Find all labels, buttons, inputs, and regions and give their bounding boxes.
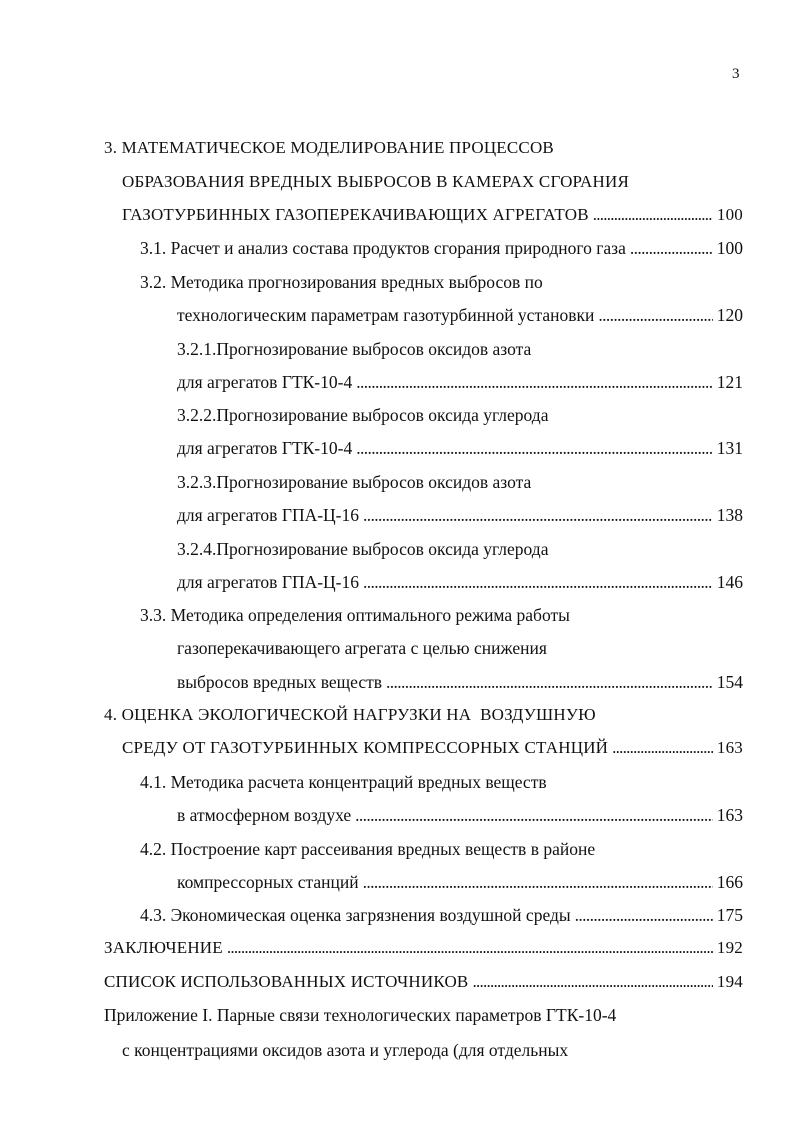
toc-entry-text: 3.2.3.Прогнозирование выбросов оксидов азота [177,472,532,492]
toc-entry [104,704,596,726]
dot-leader [356,437,713,459]
dot-leader [227,937,713,959]
toc-entry-text: 3.1. Расчет и анализ состава продуктов сгорания природного газа [140,238,626,258]
toc-entry [177,871,743,893]
toc-entry-text: ГАЗОТУРБИННЫХ ГАЗОПЕРЕКАЧИВАЮЩИХ АГРЕГАТОВ [122,205,589,224]
toc-entry [122,1039,568,1061]
dot-leader [363,571,713,593]
dot-leader [598,304,712,326]
toc-entry-text: с концентрациями оксидов азота и углерода (для отдельных [122,1040,569,1060]
toc-entry-text: СРЕДУ ОТ ГАЗОТУРБИННЫХ КОМПРЕССОРНЫХ СТАНЦИЙ [122,738,609,757]
toc-entry-text: 3.2.2.Прогнозирование выбросов оксида углерода [177,405,549,425]
toc-entry [140,237,743,259]
toc-entry [140,604,570,626]
toc-entry [177,538,548,560]
toc-entry-text: 4.1. Методика расчета концентраций вредных веществ [140,772,547,792]
toc-entry-text: для агрегатов ГПА-Ц-16 [177,505,360,525]
toc-entry [122,737,743,759]
toc-entry-text: газоперекачивающего агрегата с целью снижения [177,638,547,658]
toc-entry-text: в атмосферном воздухе [177,805,352,825]
toc-entry [140,271,543,293]
toc-entry-text: 3.3. Методика определения оптимального режима работы [140,605,570,625]
toc-entry-page: 100 [716,238,743,258]
toc-entry-page: 121 [716,372,743,392]
dot-leader [593,204,713,226]
toc-entry-text: 4.3. Экономическая оценка загрязнения воздушной среды [140,905,571,925]
toc-entry [140,904,743,926]
toc-entry-text: СПИСОК ИСПОЛЬЗОВАННЫХ ИСТОЧНИКОВ [104,972,469,991]
toc-entry [177,671,743,693]
toc-entry-page: 194 [716,972,743,991]
dot-leader [612,737,713,759]
toc-entry-page: 131 [716,438,743,458]
toc-entry [104,971,743,993]
toc-entry-page: 120 [716,305,743,325]
dot-leader [355,804,713,826]
toc-entry-text: для агрегатов ГТК-10-4 [177,438,353,458]
toc-entry [104,137,554,159]
toc-entry [177,338,531,360]
toc-entry-text: 4.2. Построение карт рассеивания вредных веществ в районе [140,839,596,859]
dot-leader [630,237,713,259]
toc-entry-page: 163 [716,805,743,825]
toc-entry [177,437,743,459]
dot-leader [363,504,713,526]
toc-entry-page: 166 [716,872,743,892]
toc-entry-text: 3.2.4.Прогнозирование выбросов оксида углерода [177,539,549,559]
toc-entry-text: 3.2.1.Прогнозирование выбросов оксидов азота [177,339,532,359]
toc-entry [177,504,743,526]
toc-entry [122,171,629,193]
toc-entry [104,1004,616,1026]
toc-entry-page: 100 [716,205,743,224]
toc-entry-text: компрессорных станций [177,872,359,892]
toc-entry [177,571,743,593]
toc-entry [177,404,548,426]
dot-leader [575,904,713,926]
toc-entry-text: 3.2. Методика прогнозирования вредных выбросов по [140,272,543,292]
toc-entry-text: для агрегатов ГПА-Ц-16 [177,572,360,592]
toc-entry-page: 192 [716,938,743,957]
toc-entry [104,937,743,959]
toc-entry [177,637,547,659]
toc-entry [140,838,595,860]
toc-entry-text: для агрегатов ГТК-10-4 [177,372,353,392]
toc-entry-text: 4. ОЦЕНКА ЭКОЛОГИЧЕСКОЙ НАГРУЗКИ НА ВОЗДУШНУЮ [104,705,596,724]
dot-leader [363,871,713,893]
toc-entry-page: 138 [716,505,743,525]
toc-entry-text: 3. МАТЕМАТИЧЕСКОЕ МОДЕЛИРОВАНИЕ ПРОЦЕССОВ [104,138,554,157]
toc-entry-text: ЗАКЛЮЧЕНИЕ [104,938,223,957]
toc-entry [177,804,743,826]
toc-entry [177,471,531,493]
toc-entry-text: Приложение I. Парные связи технологических параметров ГТК-10-4 [104,1005,617,1025]
toc-entry-page: 163 [716,738,743,757]
toc-entry-text: выбросов вредных веществ [177,672,383,692]
toc-entry [177,304,743,326]
toc-entry-text: ОБРАЗОВАНИЯ ВРЕДНЫХ ВЫБРОСОВ В КАМЕРАХ СГОРАНИЯ [122,172,629,191]
toc-entry-page: 146 [716,572,743,592]
toc-entry-page: 175 [716,905,743,925]
dot-leader [472,971,712,993]
toc-entry [140,771,547,793]
toc-entry-page: 154 [716,672,743,692]
dot-leader [386,671,713,693]
toc-entry [122,204,743,226]
toc-entry-text: технологическим параметрам газотурбинной установки [177,305,595,325]
dot-leader [356,371,713,393]
toc-entry [177,371,743,393]
page-number: 3 [732,66,740,82]
